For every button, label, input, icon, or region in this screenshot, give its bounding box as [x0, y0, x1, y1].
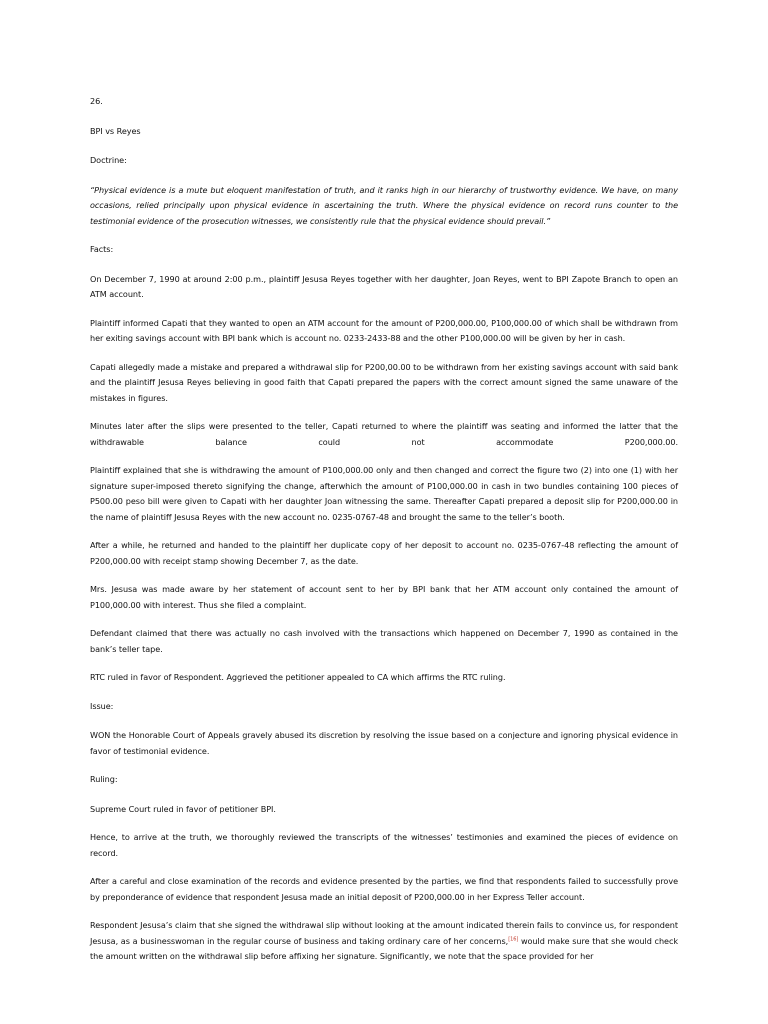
facts-paragraph: After a while, he returned and handed to the plaintiff her duplicate copy of her deposit to account no. 0235-0767-48 reflecting the amount of P200,000.00 with receipt stamp showing December 7, as the date. [90, 540, 678, 566]
facts-heading: Facts: [90, 244, 114, 254]
case-number: 26. [90, 96, 103, 106]
ruling-paragraph: Supreme Court ruled in favor of petitioner BPI. [90, 803, 276, 814]
document-page [90, 94, 678, 978]
paragraph-text-after: would make sure that she would check the amount written on the withdrawal slip before affixing her signature. Significantly, we note that the space provided for her [90, 935, 678, 961]
facts-paragraph: Plaintiff informed Capati that they wanted to open an ATM account for the amount of P200,000.00, P100,000.00 of which shall be withdrawn from her exiting savings account with BPI bank which is account no. 0233-2433-88 and the other P100,000.00 will be given by her in cash. [90, 317, 678, 343]
ruling-heading: Ruling: [90, 774, 118, 784]
case-title: BPI vs Reyes [90, 125, 141, 136]
doctrine-heading: Doctrine: [90, 155, 127, 165]
paragraph-text-before: Respondent Jesusa’s claim that she signed the withdrawal slip without looking at the amount indicated therein fails to convince us, for respondent Jesusa, as a businesswoman in the regular course of business and taking ordinary care of her concerns, [90, 920, 678, 946]
facts-paragraph: RTC ruled in favor of Respondent. Aggrieved the petitioner appealed to CA which affirms the RTC ruling. [90, 672, 506, 682]
facts-paragraph: Defendant claimed that there was actually no cash involved with the transactions which happened on December 7, 1990 as contained in the bank’s teller tape. [90, 628, 678, 654]
facts-paragraph: On December 7, 1990 at around 2:00 p.m., plaintiff Jesusa Reyes together with her daughter, Joan Reyes, went to BPI Zapote Branch to open an ATM account. [90, 273, 678, 299]
facts-paragraph: Capati allegedly made a mistake and prepared a withdrawal slip for P200,00.00 to be withdrawn from her existing savings account with said bank and the plaintiff Jesusa Reyes believing in good faith that Capati prepared the papers with the correct amount signed the same unaware of the mistakes in figures. [90, 361, 678, 403]
facts-paragraph: Mrs. Jesusa was made aware by her statement of account sent to her by BPI bank that her ATM account only contained the amount of P100,000.00 with interest. Thus she filed a complaint. [90, 584, 678, 610]
footnote-link[interactable]: [16] [508, 935, 519, 942]
ruling-paragraph: After a careful and close examination of the records and evidence presented by the parties, we find that respondents failed to successfully prove by preponderance of evidence that respondent Jesusa made an initial deposit of P200,000.00 in her Express Teller account. [90, 876, 678, 902]
facts-paragraph: Minutes later after the slips were presented to the teller, Capati returned to where the plaintiff was seating and informed the latter that the withdrawable balance could not accommodate P200,000.00. [90, 421, 678, 447]
issue-heading: Issue: [90, 700, 114, 711]
facts-paragraph: Plaintiff explained that she is withdrawing the amount of P100,000.00 only and then changed and correct the figure two (2) into one (1) with her signature super-imposed thereto signifying the change, afterwhich the amount of P100,000.00 in cash in two bundles containing 100 pieces of P500.00 peso bill were given to Capati with her daughter Joan witnessing the same. Thereafter Capati prepared a deposit slip for P200,000.00 in the name of plaintiff Jesusa Reyes with the new account no. 0235-0767-48 and brought the same to the teller’s booth. [90, 465, 678, 522]
ruling-paragraph-last [90, 918, 678, 965]
issue-text: WON the Honorable Court of Appeals gravely abused its discretion by resolving the issue based on a conjecture and ignoring physical evidence in favor of testimonial evidence. [90, 730, 678, 756]
ruling-paragraph: Hence, to arrive at the truth, we thoroughly reviewed the transcripts of the witnesses’ testimonies and examined the pieces of evidence on record. [90, 832, 678, 858]
doctrine-text: “Physical evidence is a mute but eloquent manifestation of truth, and it ranks high in our hierarchy of trustworthy evidence. We have, on many occasions, relied principally upon physical evidence in ascertaining the truth. Where the physical evidence on record runs counter to the testimonial evidence of the prosecution witnesses, we consistently rule that the physical evidence should prevail.” [90, 184, 678, 226]
